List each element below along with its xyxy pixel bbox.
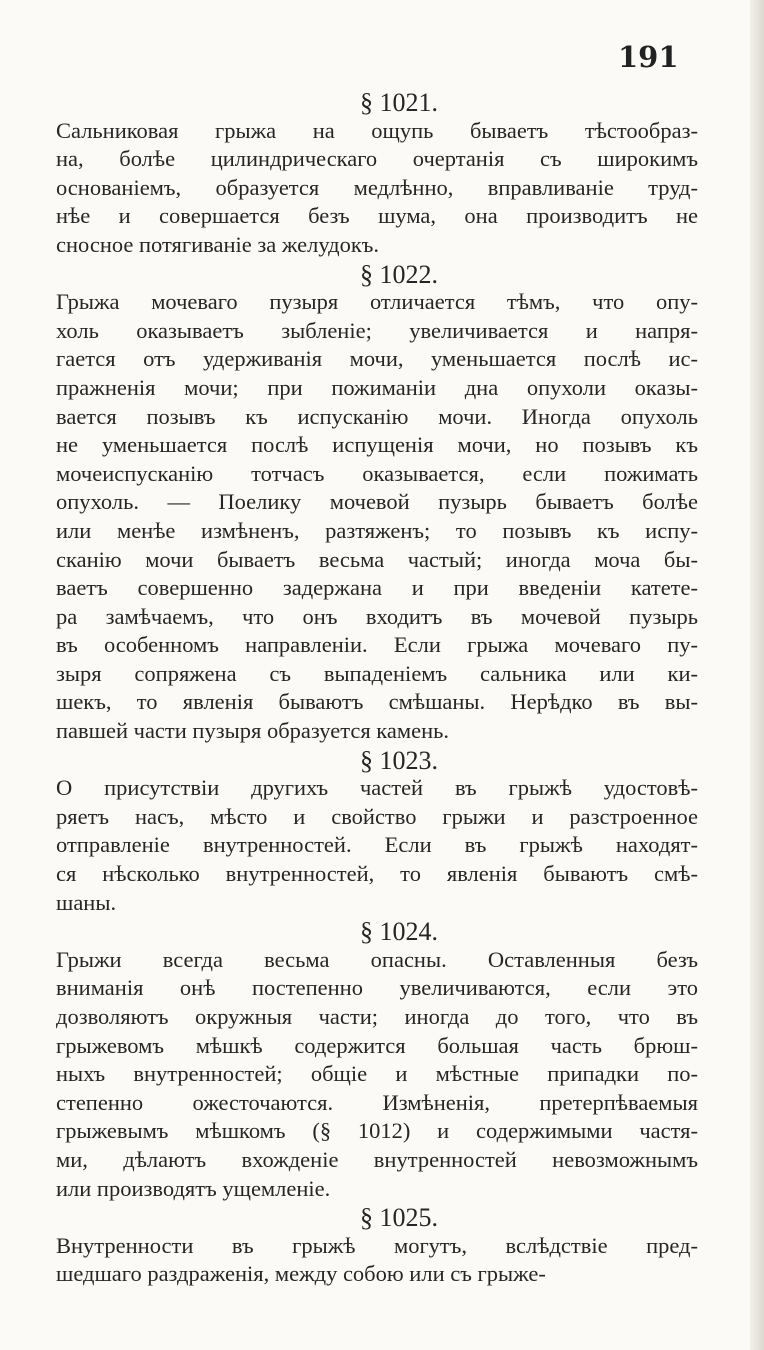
text-line: на, болѣе цилиндрическаго очертанія съ широкимъ <box>56 146 698 172</box>
text-line: шекъ, то явленія бываютъ смѣшаны. Нерѣдко въ вы- <box>56 689 698 715</box>
text-line: не уменьшается послѣ испущенія мочи, но позывъ къ <box>56 432 698 458</box>
text-line: шедшаго раздраженія, между собою или съ грыже- <box>56 1261 546 1287</box>
page-number: 191 <box>618 40 679 74</box>
text-line: ра замѣчаемъ, что онъ входитъ въ мочевой пузырь <box>56 603 698 629</box>
text-line: вается позывъ къ испусканію мочи. Иногда опухоль <box>56 403 698 429</box>
page-text <box>56 88 698 1289</box>
text-line: пражненія мочи; при пожиманіи дна опухоли оказы- <box>56 374 698 400</box>
text-line: Грыжи всегда весьма опасны. Оставленныя безъ <box>56 946 698 972</box>
text-line: Сальниковая грыжа на ощупь бываетъ тѣстообраз- <box>56 117 698 143</box>
section-heading: § 1025. <box>360 1203 438 1233</box>
text-line: отправленіе внутренностей. Если въ грыжѣ находят- <box>56 832 698 858</box>
text-line: ряетъ насъ, мѣсто и свойство грыжи и разстроенное <box>56 803 698 829</box>
text-line: степенно ожесточаются. Измѣненія, претерпѣваемыя <box>56 1089 698 1115</box>
section-heading: § 1023. <box>360 745 438 775</box>
text-line: ми, дѣлаютъ вхожденіе внутренностей невозможнымъ <box>56 1146 698 1172</box>
text-line: дозволяютъ окружныя части; иногда до того, что въ <box>56 1004 698 1029</box>
text-line: сканію мочи бываетъ весьма частый; иногда моча бы- <box>56 546 698 572</box>
text-line: зыря сопряжена съ выпаденіемъ сальника или ки- <box>56 660 698 686</box>
text-line: нѣе и совершается безъ шума, она производитъ не <box>56 203 698 229</box>
section-heading: § 1024. <box>360 917 438 947</box>
text-line: холь оказываетъ зыбленіе; увеличивается и напря- <box>56 317 698 343</box>
text-line: ся нѣсколько внутренностей, то явленія бываютъ смѣ- <box>56 861 698 887</box>
page-edge <box>750 0 764 1350</box>
text-line: основаніемъ, образуется медлѣнно, вправливаніе труд- <box>56 174 698 200</box>
text-line: мочеиспусканію тотчасъ оказывается, если пожимать <box>56 460 698 486</box>
text-line: грыжевомъ мѣшкѣ содержится большая часть брюш- <box>56 1032 698 1058</box>
text-line: ваетъ совершенно задержана и при введеніи катете- <box>56 575 698 601</box>
text-line: Внутренности въ грыжѣ могутъ, вслѣдствіе пред- <box>56 1232 698 1258</box>
text-line: или производятъ ущемленіе. <box>56 1175 331 1201</box>
text-line: въ особенномъ направленіи. Если грыжа мочеваго пу- <box>56 632 698 658</box>
text-line: вниманія онѣ постепенно увеличиваются, если это <box>56 975 698 1001</box>
text-line: или менѣе измѣненъ, разтяженъ; то позывъ къ испу- <box>56 517 698 543</box>
text-line: павшей части пузыря образуется камень. <box>56 718 450 744</box>
section-heading: § 1021. <box>360 88 438 117</box>
text-line: сносное потягиваніе за желудокъ. <box>56 231 380 257</box>
section-heading: § 1022. <box>360 259 438 289</box>
text-line: ныхъ внутренностей; общіе и мѣстные припадки по- <box>56 1061 698 1087</box>
text-line: шаны. <box>56 889 117 915</box>
text-line: Грыжа мочеваго пузыря отличается тѣмъ, что опу- <box>56 289 698 315</box>
text-line: гается отъ удерживанія мочи, уменьшается послѣ ис- <box>56 346 698 372</box>
text-line: грыжевымъ мѣшкомъ (§ 1012) и содержимыми частя- <box>56 1118 698 1144</box>
text-line: опухоль. — Поелику мочевой пузырь бываетъ болѣе <box>56 489 698 515</box>
text-line: О присутствіи другихъ частей въ грыжѣ удостовѣ- <box>56 775 698 801</box>
